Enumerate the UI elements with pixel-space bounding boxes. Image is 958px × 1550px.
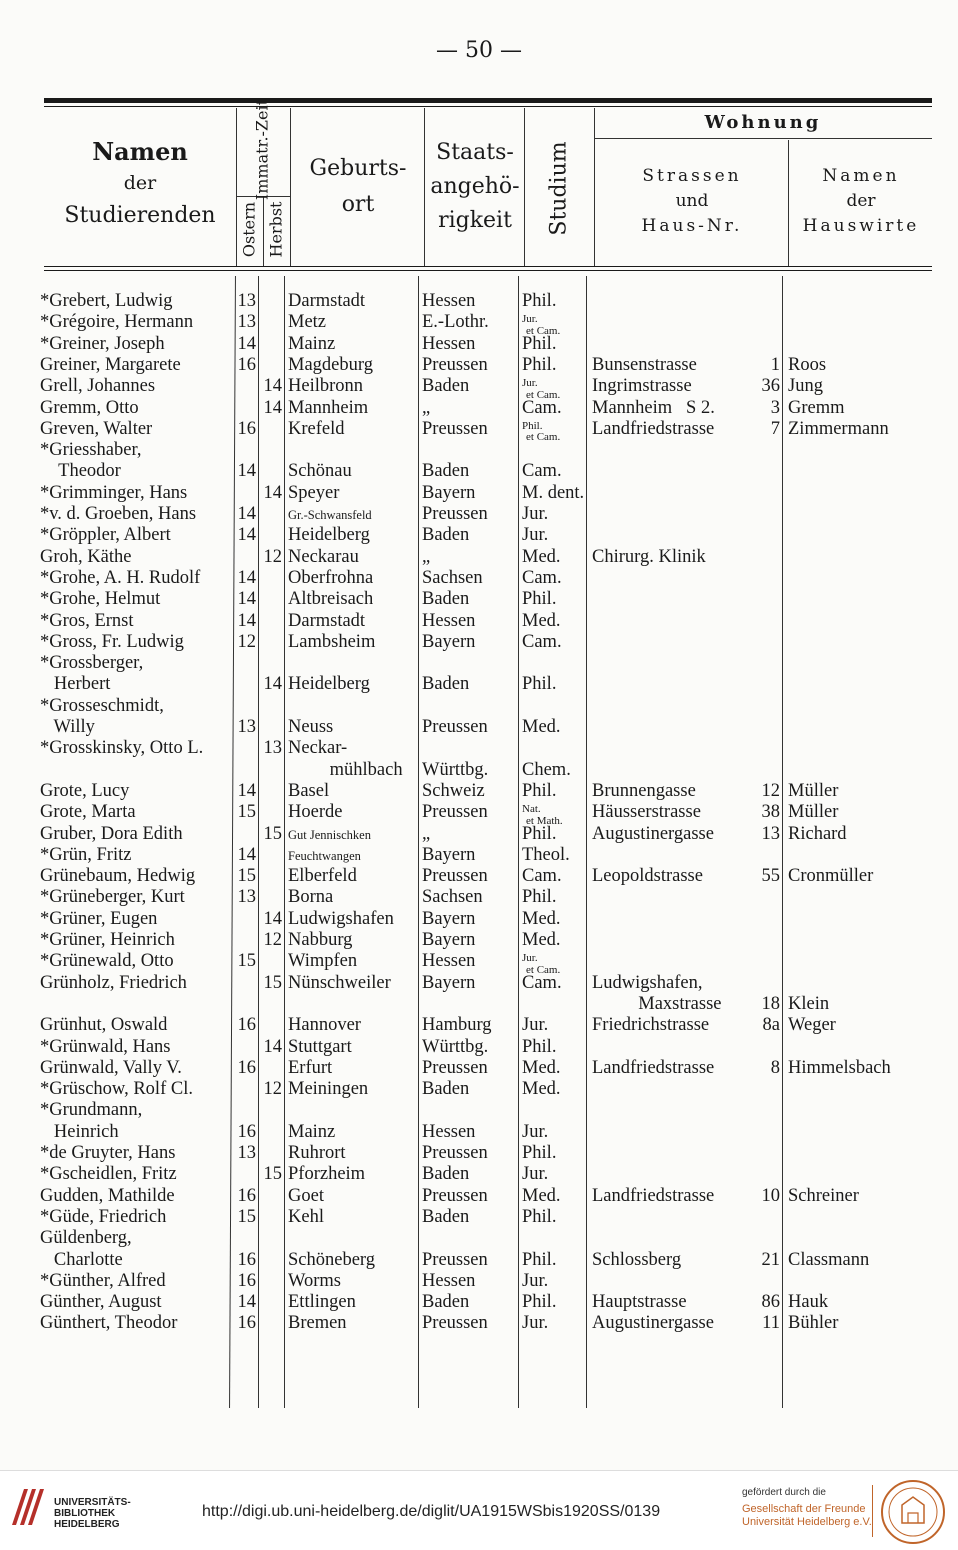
sponsor-name: Gesellschaft der Freunde Universität Heidelberg e.V. (742, 1503, 872, 1529)
source-url[interactable]: http://digi.ub.uni-heidelberg.de/diglit/UA1915WSbis1920SS/0139 (202, 1503, 661, 1520)
table-cell-stud: Phil. (522, 780, 557, 801)
table-cell-staat: Bayern (422, 930, 476, 950)
table-cell-staat: Preussen (422, 418, 488, 439)
table-cell-stud: Cam. (522, 397, 562, 418)
table-cell-stud: Phil. (522, 887, 557, 908)
table-cell-o: 14 (237, 461, 256, 482)
table-cell-name: *Gross, Fr. Ludwig (40, 631, 184, 652)
table-cell-nr: 86 (761, 1292, 780, 1313)
table-cell-stud: Chem. (522, 759, 571, 780)
table-cell-ort: Nabburg (288, 930, 353, 950)
table-cell-nr: 55 (761, 866, 780, 887)
table-cell-stud: Phil. (522, 1206, 557, 1227)
table-cell-staat: Baden (422, 1079, 470, 1100)
header-namen: Namen der Studierenden (64, 137, 216, 228)
study-line: Phil. (522, 419, 543, 432)
table-cell-nr: 10 (761, 1185, 780, 1206)
table-cell-name: Greven, Walter (40, 418, 153, 439)
table-cell-stud: M. dent. (522, 482, 585, 503)
table-cell-o: 14 (237, 844, 256, 865)
table-cell-nr: 18 (761, 993, 780, 1014)
header-immatr-zeit: Immatr.-Zeit (252, 98, 272, 201)
table-cell-stud: Jur. (522, 1121, 549, 1142)
table-cell-nr: 12 (761, 780, 780, 801)
table-cell-ort: Ettlingen (288, 1292, 356, 1313)
table-cell-name: *Grosskinsky, Otto L. (40, 738, 204, 759)
table-cell-stud: Phil. (522, 589, 557, 610)
table-cell-stud: Med. (522, 546, 561, 567)
table-cell-h: 14 (263, 674, 282, 695)
table-cell-name: *Grüner, Eugen (40, 908, 158, 929)
table-cell-stud: Cam. (522, 866, 562, 887)
table-cell-ort: Heidelberg (288, 674, 370, 695)
table-cell-o: 16 (237, 1249, 256, 1270)
study-line: Nat. (522, 803, 541, 816)
table-cell-o: 13 (237, 717, 256, 737)
table-cell-o: 16 (237, 1185, 256, 1206)
table-cell-wirt: Classmann (788, 1249, 870, 1270)
table-cell-str: Maxstrasse (592, 993, 722, 1014)
table-cell-ort: Kehl (288, 1206, 324, 1227)
table-cell-o: 14 (237, 1292, 256, 1313)
table-cell-stud: Med. (522, 1185, 561, 1206)
table-cell-stud: Phil. (522, 674, 557, 695)
table-cell-staat: Bayern (422, 844, 476, 865)
table-cell-stud: Med. (522, 908, 561, 929)
table-cell-stud: Phil. (522, 1292, 557, 1313)
table-cell-staat: Baden (422, 589, 470, 610)
table-cell-staat: Hessen (422, 291, 476, 311)
table-cell-stud: Theol. (522, 844, 570, 865)
table-cell-h: 12 (263, 546, 282, 567)
table-cell-stud: Jur. (522, 1313, 549, 1334)
table-cell-h: 14 (263, 482, 282, 503)
table-cell-str: Brunnengasse (592, 780, 696, 801)
university-seal-icon (880, 1479, 946, 1545)
library-name: UNIVERSITÄTS- BIBLIOTHEK HEIDELBERG (54, 1497, 131, 1530)
table-cell-name: *Gröppler, Albert (40, 525, 171, 546)
table-cell-name: Theodor (40, 461, 121, 482)
table-cell-h: 15 (263, 823, 282, 844)
table-cell-staat: Bayern (422, 908, 476, 929)
table-cell-ort: Altbreisach (288, 589, 374, 610)
header-ostern: Ostern (239, 201, 259, 258)
table-cell-stud: Cam. (522, 461, 562, 482)
table-cell-name: Gremm, Otto (40, 397, 139, 418)
page-number: — 50 — (436, 38, 522, 63)
study-line: Jur. (522, 952, 538, 965)
table-cell-stud: Med. (522, 610, 561, 631)
table-cell-name: *de Gruyter, Hans (40, 1143, 176, 1163)
table-cell-stud (522, 421, 586, 444)
table-cell-ort: Borna (288, 887, 334, 908)
table-cell-staat: Preussen (422, 504, 488, 524)
table-cell-o: 12 (237, 631, 256, 652)
header-hauswirte: Namen der Hauswirte (802, 166, 920, 236)
table-cell-name: Grünholz, Friedrich (40, 972, 187, 993)
table-cell-name: *Günther, Alfred (40, 1270, 166, 1291)
table-cell-staat: Schweiz (422, 780, 485, 801)
table-cell-staat: Hamburg (422, 1015, 492, 1036)
table-cell-staat: Bayern (422, 972, 476, 993)
table-cell-name: *Grimminger, Hans (40, 482, 188, 503)
table-cell-name: *Grebert, Ludwig (40, 291, 173, 311)
table-cell-staat: Preussen (422, 717, 488, 737)
table-cell-h: 12 (263, 930, 282, 950)
table-cell-name: Greiner, Margarete (40, 354, 181, 375)
table-cell-o: 16 (237, 1121, 256, 1142)
table-cell-name: Heinrich (40, 1121, 119, 1142)
table-cell-ort: Oberfrohna (288, 567, 374, 588)
table-cell-o: 16 (237, 1313, 256, 1334)
table-cell-staat: Bayern (422, 482, 476, 503)
table-cell-staat: Hessen (422, 1121, 476, 1142)
table-cell-nr: 13 (761, 823, 780, 844)
table-cell-stud: Jur. (522, 525, 549, 546)
table-cell-ort: Darmstadt (288, 610, 366, 631)
table-cell-staat: Baden (422, 1164, 470, 1185)
table-cell-nr: 8a (762, 1015, 780, 1036)
header-geburtsort: Geburts- ort (309, 156, 407, 217)
table-cell-wirt: Cronmüller (788, 866, 874, 887)
table-cell-stud: Med. (522, 930, 561, 950)
table-cell-ort: Worms (288, 1270, 341, 1291)
table-cell-name: *Grossberger, (40, 653, 144, 674)
table-cell-nr: 7 (770, 418, 780, 439)
footer-divider (872, 1485, 873, 1537)
table-cell-h: 12 (263, 1079, 282, 1100)
table-cell-stud: Jur. (522, 1164, 549, 1185)
table-cell-name: *Güde, Friedrich (40, 1206, 167, 1227)
table-cell-str: Friedrichstrasse (592, 1015, 710, 1036)
table-cell-ort: Krefeld (288, 418, 345, 439)
table-cell-name: *v. d. Groeben, Hans (40, 504, 197, 524)
table-cell-staat: „ (422, 823, 431, 844)
table-cell-str: Landfriedstrasse (592, 1057, 715, 1078)
table-cell-ort: Bremen (288, 1313, 347, 1334)
table-cell-name: *Grégoire, Hermann (40, 312, 194, 333)
table-cell-nr: 11 (762, 1313, 780, 1334)
table-cell-stud: Phil. (522, 823, 557, 844)
table-cell-nr: 21 (761, 1249, 780, 1270)
table-cell-stud: Jur. (522, 1015, 549, 1036)
table-cell-ort: Neuss (288, 717, 334, 737)
table-cell-ort: Elberfeld (288, 866, 357, 887)
table-cell-o: 14 (237, 780, 256, 801)
table-cell-name: Günthert, Theodor (40, 1313, 178, 1334)
table-cell-ort: Hannover (288, 1015, 361, 1036)
table-cell-staat: Hessen (422, 951, 476, 972)
table-cell-str: Schlossberg (592, 1249, 682, 1270)
table-cell-o: 15 (237, 951, 256, 972)
table-cell-wirt: Roos (788, 354, 827, 375)
table-cell-stud: Phil. (522, 354, 557, 375)
table-cell-staat: Preussen (422, 1185, 488, 1206)
table-cell-name: Günther, August (40, 1292, 162, 1313)
table-cell-o: 16 (237, 354, 256, 375)
table-cell-wirt: Weger (788, 1015, 836, 1036)
table-cell-o: 13 (237, 1143, 256, 1163)
table-cell-ort: Pforzheim (288, 1164, 366, 1185)
table-cell-o: 13 (237, 291, 256, 311)
table-cell-ort: Ruhrort (288, 1143, 346, 1163)
table-cell-str: Mannheim S 2. (592, 397, 715, 418)
table-cell-name: *Gros, Ernst (40, 610, 134, 631)
table-cell-str: Augustinergasse (592, 1313, 714, 1334)
table-cell-nr: 38 (761, 802, 780, 823)
table-cell-str: Häusserstrasse (592, 802, 701, 823)
table-cell-o: 13 (237, 312, 256, 333)
table-cell-o: 16 (237, 418, 256, 439)
table-cell-staat: Württbg. (422, 1036, 489, 1057)
table-cell-staat: Sachsen (422, 567, 483, 588)
table-cell-staat: Preussen (422, 354, 488, 375)
header-wohnung: Wohnung (704, 112, 822, 133)
table-cell-ort: Metz (288, 312, 327, 333)
table-cell-name: Gudden, Mathilde (40, 1185, 175, 1206)
table-cell-nr: 3 (770, 397, 780, 418)
table-cell-o: 14 (237, 589, 256, 610)
table-cell-ort: Mainz (288, 333, 336, 354)
table-cell-stud: Phil. (522, 1036, 557, 1057)
table-cell-name: Grünebaum, Hedwig (40, 866, 196, 887)
table-cell-name: Güldenberg, (40, 1228, 132, 1249)
study-line: et Cam. (526, 324, 561, 337)
table-cell-wirt: Gremm (788, 397, 845, 418)
table-cell-staat: Preussen (422, 802, 488, 823)
table-cell-ort: Heilbronn (288, 376, 364, 397)
table-cell-o: 16 (237, 1270, 256, 1291)
table-cell-ort: Mannheim (288, 397, 369, 418)
table-cell-wirt: Müller (788, 780, 839, 801)
table-cell-ort: Mainz (288, 1121, 336, 1142)
table-cell-staat: Preussen (422, 866, 488, 887)
table-cell-ort: Hoerde (288, 802, 343, 823)
table-cell-str: Leopoldstrasse (592, 866, 703, 887)
table-cell-o: 14 (237, 525, 256, 546)
study-line: et Math. (526, 814, 563, 827)
table-cell-wirt: Richard (788, 823, 847, 844)
table-cell-name: Grünhut, Oswald (40, 1015, 168, 1036)
table-cell-ort: Basel (288, 780, 330, 801)
table-cell-ort: Wimpfen (288, 951, 358, 972)
table-cell-staat: „ (422, 546, 431, 567)
table-cell-h: 15 (263, 1164, 282, 1185)
table-cell-ort: Neckarau (288, 546, 359, 567)
header-studium: Studium (546, 141, 572, 236)
table-cell-ort: Heidelberg (288, 525, 370, 546)
table-cell-name: *Gscheidlen, Fritz (40, 1164, 177, 1185)
table-cell-str: Ludwigshafen, (592, 972, 703, 993)
table-cell-nr: 1 (770, 354, 780, 375)
table-cell-staat: Baden (422, 461, 470, 482)
table-cell-staat: Baden (422, 376, 470, 397)
table-cell-h: 15 (263, 972, 282, 993)
table-cell-ort: Schönau (288, 461, 352, 482)
table-cell-name: *Grüneberger, Kurt (40, 887, 185, 908)
table-cell-str: Landfriedstrasse (592, 1185, 715, 1206)
table-cell-wirt: Jung (788, 376, 823, 397)
table-cell-ort: Speyer (288, 482, 340, 503)
table-cell-o: 14 (237, 504, 256, 524)
study-line: et Cam. (526, 431, 561, 444)
table-cell-wirt: Himmelsbach (788, 1057, 891, 1078)
header-strassen: Strassen und Haus-Nr. (641, 166, 743, 236)
table-cell-ort: Nünschweiler (288, 972, 391, 993)
table-cell-name: Herbert (40, 674, 111, 695)
table-cell-name: *Grün, Fritz (40, 844, 132, 865)
table-cell-stud: Med. (522, 1057, 561, 1078)
table-cell-staat: Baden (422, 1206, 470, 1227)
table-cell-o: 14 (237, 610, 256, 631)
table-cell-staat: Preussen (422, 1249, 488, 1270)
table-cell-wirt: Hauk (788, 1292, 829, 1313)
table-cell-o: 14 (237, 567, 256, 588)
header-herbst: Herbst (266, 201, 286, 258)
table-cell-o: 15 (237, 1206, 256, 1227)
table-cell-staat: Württbg. (422, 759, 489, 780)
table-cell-name: Groh, Käthe (40, 546, 132, 567)
table-cell-ort: Stuttgart (288, 1036, 352, 1057)
table-cell-staat: Baden (422, 1292, 470, 1313)
table-cell-o: 16 (237, 1015, 256, 1036)
table-cell-staat: Baden (422, 674, 470, 695)
table-cell-ort: Schöneberg (288, 1249, 375, 1270)
table-cell-str: Bunsenstrasse (592, 354, 697, 375)
table-cell-staat: Preussen (422, 1313, 488, 1334)
table-cell-name: Gruber, Dora Edith (40, 823, 183, 844)
table-cell-stud: Jur. (522, 504, 549, 524)
table-cell-ort: Goet (288, 1185, 324, 1206)
table-cell-name: *Grosseschmidt, (40, 695, 164, 716)
table-cell-h: 14 (263, 397, 282, 418)
header-staatsangehoerigkeit: Staats- angehö- rigkeit (430, 140, 520, 233)
table-cell-stud: Phil. (522, 333, 557, 354)
table-cell-h: 14 (263, 376, 282, 397)
table-cell-stud: Med. (522, 1079, 561, 1100)
sponsor-caption: gefördert durch die (742, 1487, 826, 1498)
table-cell-stud: Phil. (522, 1143, 557, 1163)
table-cell-ort: Magdeburg (288, 354, 373, 375)
table-cell-name: *Grohe, Helmut (40, 589, 161, 610)
table-cell-name: Grote, Lucy (40, 780, 130, 801)
table-cell-name: *Grundmann, (40, 1100, 143, 1121)
table-cell-name: Charlotte (40, 1249, 123, 1270)
table-cell-stud: Phil. (522, 291, 557, 311)
table-cell-nr: 8 (770, 1057, 780, 1078)
table-cell-stud: Cam. (522, 631, 562, 652)
table-cell-name: *Grünwald, Hans (40, 1036, 171, 1057)
table-cell-name: Grünwald, Vally V. (40, 1057, 182, 1078)
table-cell-str: Ingrimstrasse (592, 376, 692, 397)
table-cell-name: *Greiner, Joseph (40, 333, 165, 354)
table-cell-wirt: Zimmermann (788, 418, 889, 439)
table-cell-ort: Darmstadt (288, 291, 366, 311)
table-cell-ort: Neckar- (288, 738, 348, 759)
table-cell-nr: 36 (761, 376, 780, 397)
table-cell-h: 14 (263, 908, 282, 929)
table-cell-stud: Jur. (522, 1270, 549, 1291)
table-cell-str: Hauptstrasse (592, 1292, 687, 1313)
table-cell-name: Willy (40, 717, 95, 737)
table-cell-h: 14 (263, 1036, 282, 1057)
table-cell-ort: Lambsheim (288, 631, 376, 652)
table-cell-wirt: Klein (788, 993, 830, 1014)
table-cell-o: 15 (237, 802, 256, 823)
study-line: et Cam. (526, 388, 561, 401)
table-cell-staat: „ (422, 397, 431, 418)
table-cell-ort: Feuchtwangen (288, 848, 361, 863)
table-cell-name: *Grohe, A. H. Rudolf (40, 567, 201, 588)
table-cell-ort: Ludwigshafen (288, 908, 394, 929)
study-line: Jur. (522, 377, 538, 390)
table-cell-staat: Sachsen (422, 887, 483, 908)
table-cell-ort: mühlbach (288, 759, 403, 780)
table-cell-stud: Cam. (522, 567, 562, 588)
table-cell-staat: Hessen (422, 1270, 476, 1291)
table-cell-name: Grell, Johannes (40, 376, 156, 397)
table-cell-o: 13 (237, 887, 256, 908)
study-line: Jur. (522, 313, 538, 326)
table-cell-o: 15 (237, 866, 256, 887)
table-cell-ort: Erfurt (288, 1057, 333, 1078)
table-cell-name: *Griesshaber, (40, 440, 142, 461)
table-cell-stud: Cam. (522, 972, 562, 993)
table-cell-o: 14 (237, 333, 256, 354)
table-cell-wirt: Bühler (788, 1313, 839, 1334)
study-line: et Cam. (526, 963, 561, 976)
table-cell-ort: Gut Jennischken (288, 827, 371, 842)
table-cell-name: *Grünewald, Otto (40, 951, 174, 972)
table-cell-ort: Gr.-Schwansfeld (288, 508, 372, 522)
table-cell-str: Landfriedstrasse (592, 418, 715, 439)
table-cell-o: 16 (237, 1057, 256, 1078)
table-cell-stud: Med. (522, 717, 561, 737)
table-cell-name: *Grüschow, Rolf Cl. (40, 1079, 193, 1100)
digitization-footer (0, 1470, 958, 1550)
table-cell-staat: Hessen (422, 333, 476, 354)
table-cell-staat: Hessen (422, 610, 476, 631)
table-cell-str: Chirurg. Klinik (592, 546, 706, 567)
table-cell-h: 13 (263, 738, 282, 759)
table-cell-wirt: Müller (788, 802, 839, 823)
table-cell-stud: Phil. (522, 1249, 557, 1270)
table-cell-staat: Baden (422, 525, 470, 546)
table-cell-staat: Bayern (422, 631, 476, 652)
table-cell-staat: E.-Lothr. (422, 312, 489, 333)
table-cell-wirt: Schreiner (788, 1185, 859, 1206)
table-cell-staat: Preussen (422, 1057, 488, 1078)
table-cell-staat: Preussen (422, 1143, 488, 1163)
table-cell-str: Augustinergasse (592, 823, 714, 844)
table-cell-name: Grote, Marta (40, 802, 136, 823)
library-logo-icon (10, 1487, 44, 1527)
table-cell-ort: Meiningen (288, 1079, 369, 1100)
table-cell-name: *Grüner, Heinrich (40, 930, 175, 950)
